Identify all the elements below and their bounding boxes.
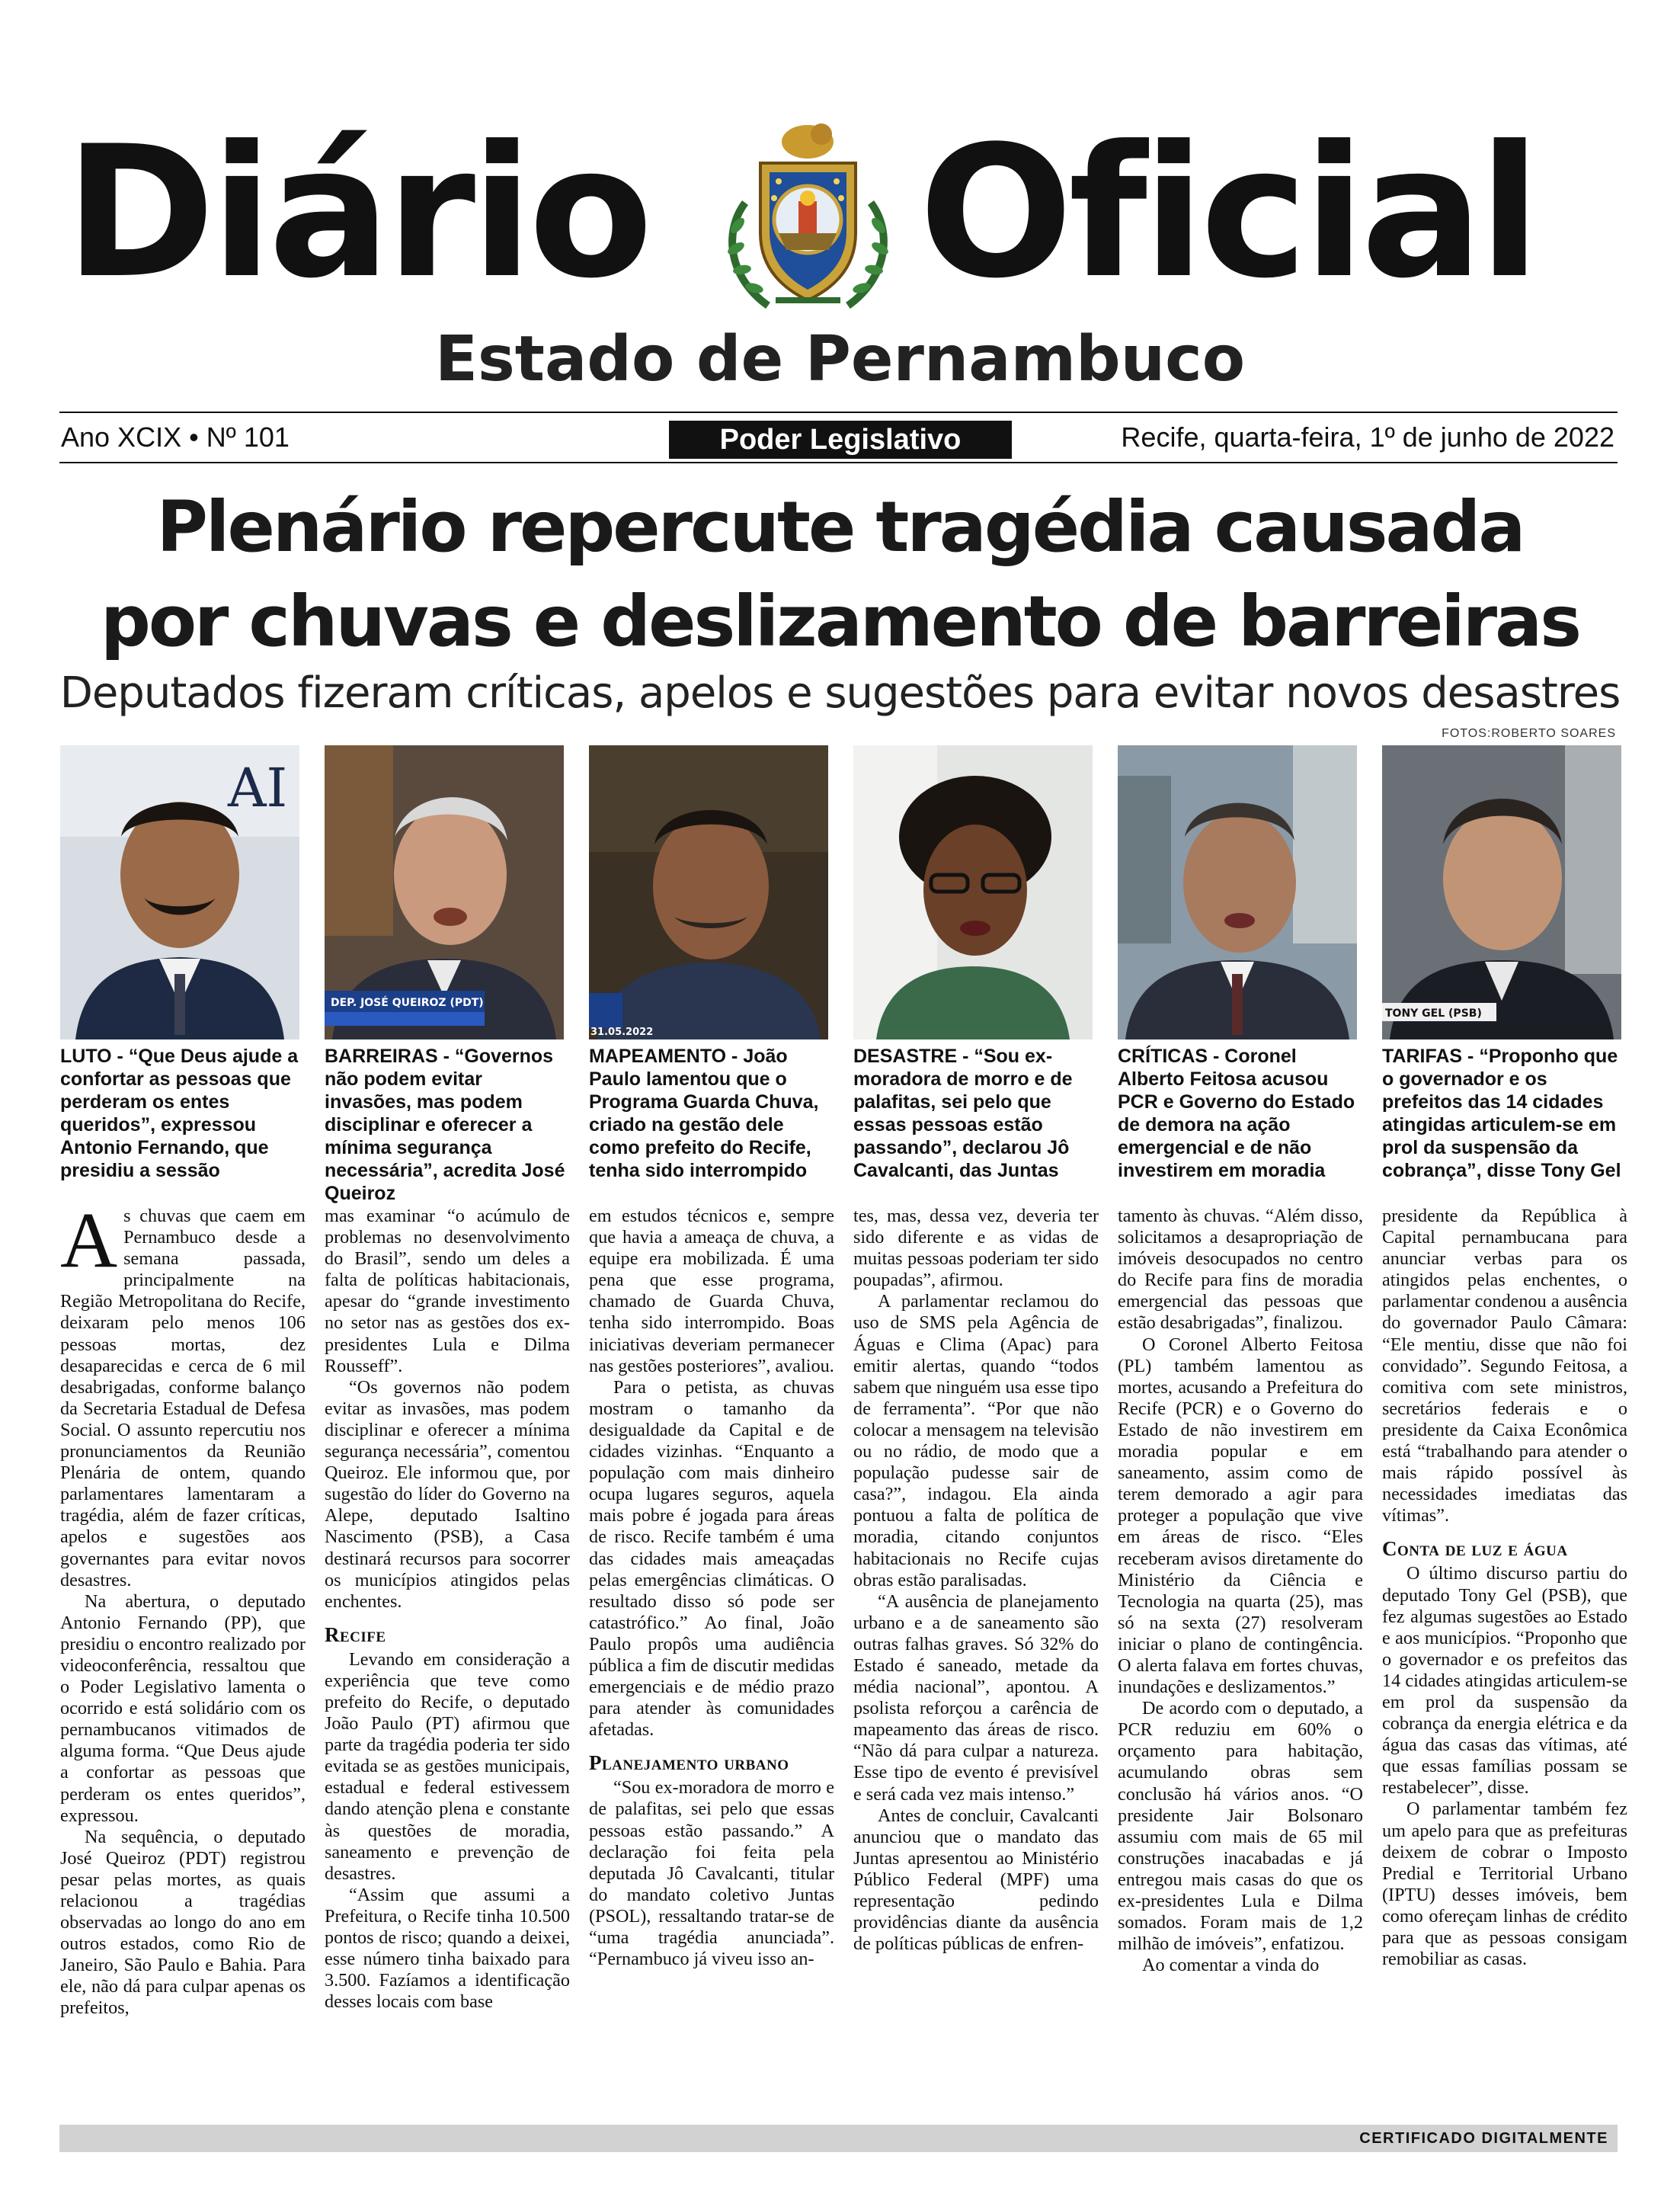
article-paragraph	[60, 1196, 306, 1591]
section-heading-conta: Conta de luz e água	[1382, 1537, 1568, 1561]
caption-mapeamento	[589, 1045, 833, 1182]
caption-keyword: TARIFAS -	[1382, 1046, 1480, 1067]
caption-keyword: BARREIRAS -	[325, 1046, 455, 1067]
paragraph-text: s chuvas que caem em Pernambuco desde a semana passada, principalmente na Região Metropolitana do Recife, deixaram pelo menos 106 pessoas mortas, dez desaparecidas e cerca de 6 mil desabrigadas, conforme balanço da Secretaria Estadual de Defesa Social. O assunto repercutiu nos pronunciamentos da Reunião Plenária de ontem, quando parlamentares lamentaram a tragédia, além de fazer críticas, apelos e sugestões aos governantes para evitar novos desastres.	[60, 1206, 306, 1590]
caption-text: “Governos não podem evitar invasões, mas podem disciplinar e oferecer a mínima segurança necessária”, acredita José Queiroz	[325, 1046, 565, 1204]
article-column-1	[60, 1196, 306, 2020]
article-paragraph: O Coronel Alberto Feitosa (PL) também lamentou as mortes, acusando a Prefeitura do Recife (PCR) e o Governo do Estado de não investirem em moradia popular e em saneamento, assim como de terem demorado a agir para proteger a população que vive em áreas de risco. “Eles receberam avisos diretamente do Ministério da Ciência e Tecnologia na quarta (25), mas só na sexta (27) resolveram iniciar o plano de contingência. O alerta falava em fortes chuvas, inundações e deslizamentos.”	[1118, 1334, 1363, 1698]
article-paragraph: “Os governos não podem evitar as invasões, mas podem disciplinar e oferecer a mínima segurança necessária”, comentou Queiroz. Ele informou que, por sugestão do líder do Governo na Alepe, deputado Isaltino Nascimento (PSB), a Casa destinará recursos para socorrer os municípios atingidos pelas enchentes.	[325, 1376, 570, 1612]
caption-text: “Que Deus ajude a confortar as pessoas que perderam os entes queridos”, expressou Antonio Fernando, que presidiu a sessão	[60, 1046, 299, 1181]
divider-top	[59, 412, 1618, 413]
article-column-6	[1382, 1206, 1627, 1970]
masthead-title-right: Oficial	[919, 107, 1537, 319]
article-paragraph: Levando em consideração a experiência que teve como prefeito do Recife, o deputado João Paulo (PT) afirmou que parte da tragédia poderia ter sido evitada se as gestões municipais, estadual e federal estivessem dando atenção plena e constante às questões de moradia, saneamento e prevenção de desastres.	[325, 1648, 570, 1884]
digital-certificate-label: CERTIFICADO DIGITALMENTE	[1359, 2130, 1608, 2147]
article-paragraph: em estudos técnicos e, sempre que havia a ameaça de chuva, a equipe era mobilizada. É uma pena que esse programa, chamado de Guarda Chuva, tenha sido interrompido. Boas iniciativas deveriam permanecer nas gestões posteriores”, avaliou.	[589, 1206, 834, 1376]
photo-overlay-date: 31.05.2022	[590, 1027, 654, 1038]
section-heading-recife: Recife	[325, 1622, 386, 1646]
article-paragraph: presidente da República à Capital pernambucana para anunciar verbas para os atingidos pelas enchentes, o parlamentar condenou a ausência do governador Paulo Câmara: “Ele mentiu, disse que não foi convidado”. Segundo Feitosa, a comitiva com sete ministros, secretários federais e o presidente da Caixa Econômica está “trabalhando para atender o mais rápido possível às necessidades imediatas das vítimas”.	[1382, 1206, 1627, 1526]
coat-of-arms-icon	[715, 119, 901, 319]
photo-alberto-feitosa	[1118, 745, 1357, 1039]
headline-line-2: por chuvas e deslizamento de barreiras	[100, 581, 1580, 662]
edition-number: Ano XCIX • Nº 101	[61, 421, 290, 453]
article-column-2	[325, 1206, 570, 2013]
subheadline: Deputados fizeram críticas, apelos e sugestões para evitar novos desastres	[59, 668, 1621, 718]
photo-jo-cavalcanti	[853, 745, 1093, 1039]
article-paragraph: O parlamentar também fez um apelo para que as prefeituras deixem de cobrar o Imposto Predial e Territorial Urbano (IPTU) desses imóveis, bem como ofereçam linhas de crédito para que as pessoas consigam remobiliar as casas.	[1382, 1799, 1627, 1970]
caption-tarifas	[1382, 1045, 1626, 1182]
photo-tony-gel	[1382, 745, 1621, 1039]
caption-keyword: MAPEAMENTO -	[589, 1046, 744, 1067]
masthead	[0, 107, 1680, 328]
divider-bottom	[59, 462, 1618, 463]
caption-text: João Paulo lamentou que o Programa Guarda Chuva, criado na gestão dele como prefeito do Recife, tenha sido interrompido	[589, 1046, 819, 1181]
article-paragraph: “A ausência de planejamento urbano e a de saneamento são outras falhas graves. Só 32% do Estado é saneado, metade da média nacional”, apontou. A psolista reforçou a carência de mapeamento das áreas de risco. “Não dá para culpar a natureza. Esse tipo de evento é previsível e será cada vez mais intenso.”	[853, 1590, 1099, 1805]
caption-luto	[60, 1045, 304, 1182]
caption-keyword: DESASTRE -	[853, 1046, 974, 1067]
caption-criticas	[1118, 1045, 1362, 1182]
section-badge: Poder Legislativo	[669, 421, 1012, 459]
caption-barreiras	[325, 1045, 568, 1205]
article-column-5	[1118, 1206, 1363, 1976]
article-paragraph: “Assim que assumi a Prefeitura, o Recife tinha 10.500 pontos de risco; quando a deixei, esse número tinha baixado para 3.500. Fazíamos a identificação desses locais com base	[325, 1884, 570, 2013]
main-headline	[0, 480, 1680, 669]
photo-overlay-label: DEP. JOSÉ QUEIROZ (PDT)	[331, 997, 484, 1009]
caption-text: “Sou ex-moradora de morro e de palafitas, sei pelo que essas pessoas estão passando”, declarou Jô Cavalcanti, das Juntas	[853, 1046, 1073, 1181]
article-paragraph: Na abertura, o deputado Antonio Fernando (PP), que presidiu o encontro realizado por videoconferência, ressaltou que o Poder Legislativo lamenta o ocorrido e está solidário com os pernambucanos vitimados de alguma forma. “Que Deus ajude a confortar as pessoas que perderam os entes queridos”, expressou.	[60, 1590, 306, 1826]
caption-text: Coronel Alberto Feitosa acusou PCR e Governo do Estado de demora na ação emergencial e de não investirem em moradia	[1118, 1046, 1355, 1181]
photo-jose-queiroz	[325, 745, 564, 1039]
article-paragraph: De acordo com o deputado, a PCR reduziu em 60% o orçamento para habitação, acumulando obras sem conclusão há vários anos. “O presidente Jair Bolsonaro assumiu com mais de 65 mil construções inacabadas e já entregou mais casas do que os ex-presidentes Lula e Dilma somados. Foram mais de 1,2 milhão de imóveis”, enfatizou.	[1118, 1698, 1363, 1955]
article-paragraph: “Sou ex-moradora de morro e de palafitas, sei pelo que essas pessoas estão passando.” A declaração foi feita pela deputada Jô Cavalcanti, titular do mandato coletivo Juntas (PSOL), ressaltando tratar-se de “uma tragédia anunciada”. “Pernambuco já viveu isso an-	[589, 1777, 834, 1970]
masthead-title-left: Diário	[65, 107, 649, 319]
photo-overlay-label: TONY GEL (PSB)	[1385, 1007, 1482, 1020]
issue-date: Recife, quarta-feira, 1º de junho de 2022	[1121, 421, 1614, 453]
article-paragraph: tes, mas, dessa vez, deveria ter sido diferente e as vidas de muitas pessoas poderiam ter sido poupadas”, afirmou.	[853, 1206, 1099, 1291]
article-paragraph: O último discurso partiu do deputado Tony Gel (PSB), que fez algumas sugestões ao Estado e aos municípios. “Proponho que o governador e os prefeitos das 14 cidades atingidas articulem-se em prol da suspensão da cobrança da energia elétrica e da água das casas das vítimas, até que essas famílias possam se restabelecer”, disse.	[1382, 1563, 1627, 1799]
headline-line-1: Plenário repercute tragédia causada	[156, 486, 1524, 568]
drop-cap: A	[60, 1196, 118, 1284]
svg-text:AI: AI	[228, 757, 288, 819]
article-paragraph: mas examinar “o acúmulo de problemas no desenvolvimento do Brasil”, sendo um deles a falta de políticas habitacionais, apesar do “grande investimento no setor nas as gestões dos ex-presidentes Lula e Dilma Rousseff”.	[325, 1206, 570, 1376]
section-heading-planejamento: Planejamento urbano	[589, 1751, 789, 1775]
footer-bar	[59, 2125, 1618, 2152]
article-paragraph: Antes de concluir, Cavalcanti anunciou que o mandato das Juntas apresentou ao Ministério Público Federal (MPF) uma representação pedindo providências diante da ausência de políticas públicas de enfren-	[853, 1805, 1099, 1955]
state-name: Estado de Pernambuco	[434, 323, 1246, 396]
caption-desastre	[853, 1045, 1097, 1182]
article-paragraph: Ao comentar a vinda do	[1142, 1955, 1320, 1976]
article-column-4	[853, 1206, 1099, 1955]
caption-keyword: CRÍTICAS -	[1118, 1046, 1225, 1067]
article-paragraph: tamento às chuvas. “Além disso, solicitamos a desapropriação de imóveis desocupados no centro do Recife para fins de moradia emergencial das pessoas que estão desabrigadas”, finalizou.	[1118, 1206, 1363, 1334]
photo-joao-paulo	[589, 745, 828, 1039]
photo-antonio-fernando	[60, 745, 299, 1039]
article-column-3	[589, 1206, 834, 1970]
photo-credit: FOTOS:ROBERTO SOARES	[1442, 727, 1616, 740]
caption-text: “Proponho que o governador e os prefeitos das 14 cidades atingidas articulem-se em prol da suspensão da cobrança”, disse Tony Gel	[1382, 1046, 1621, 1181]
article-paragraph: A parlamentar reclamou do uso de SMS pela Agência de Águas e Clima (Apac) para emitir alertas, quando “todos sabem que ninguém usa esse tipo de ferramenta”. “Por que não colocar a mensagem na televisão ou no rádio, de modo que a população pudesse sair de casa?”, indagou. Ela ainda pontuou a falta de política de moradia, citando conjuntos habitacionais no Recife cujas obras estão paralisadas.	[853, 1291, 1099, 1590]
article-paragraph: Para o petista, as chuvas mostram o tamanho da desigualdade da Capital e de cidades vizinhas. “Enquanto a população com mais dinheiro ocupa lugares seguros, aquela mais pobre é jogada para áreas de risco. Recife também é uma das cidades mais ameaçadas pelas emergências climáticas. O resultado disso só pode ser catastrófico.” Ao final, João Paulo propôs uma audiência pública a fim de discutir medidas emergenciais e de médio prazo para atender às comunidades afetadas.	[589, 1376, 834, 1741]
caption-keyword: LUTO -	[60, 1046, 129, 1067]
article-paragraph: Na sequência, o deputado José Queiroz (PDT) registrou pesar pelas mortes, as quais relacionou a tragédias observadas ao longo do ano em outros estados, como Rio de Janeiro, São Paulo e Bahia. Para ele, não dá para culpar apenas os prefeitos,	[60, 1826, 306, 2019]
